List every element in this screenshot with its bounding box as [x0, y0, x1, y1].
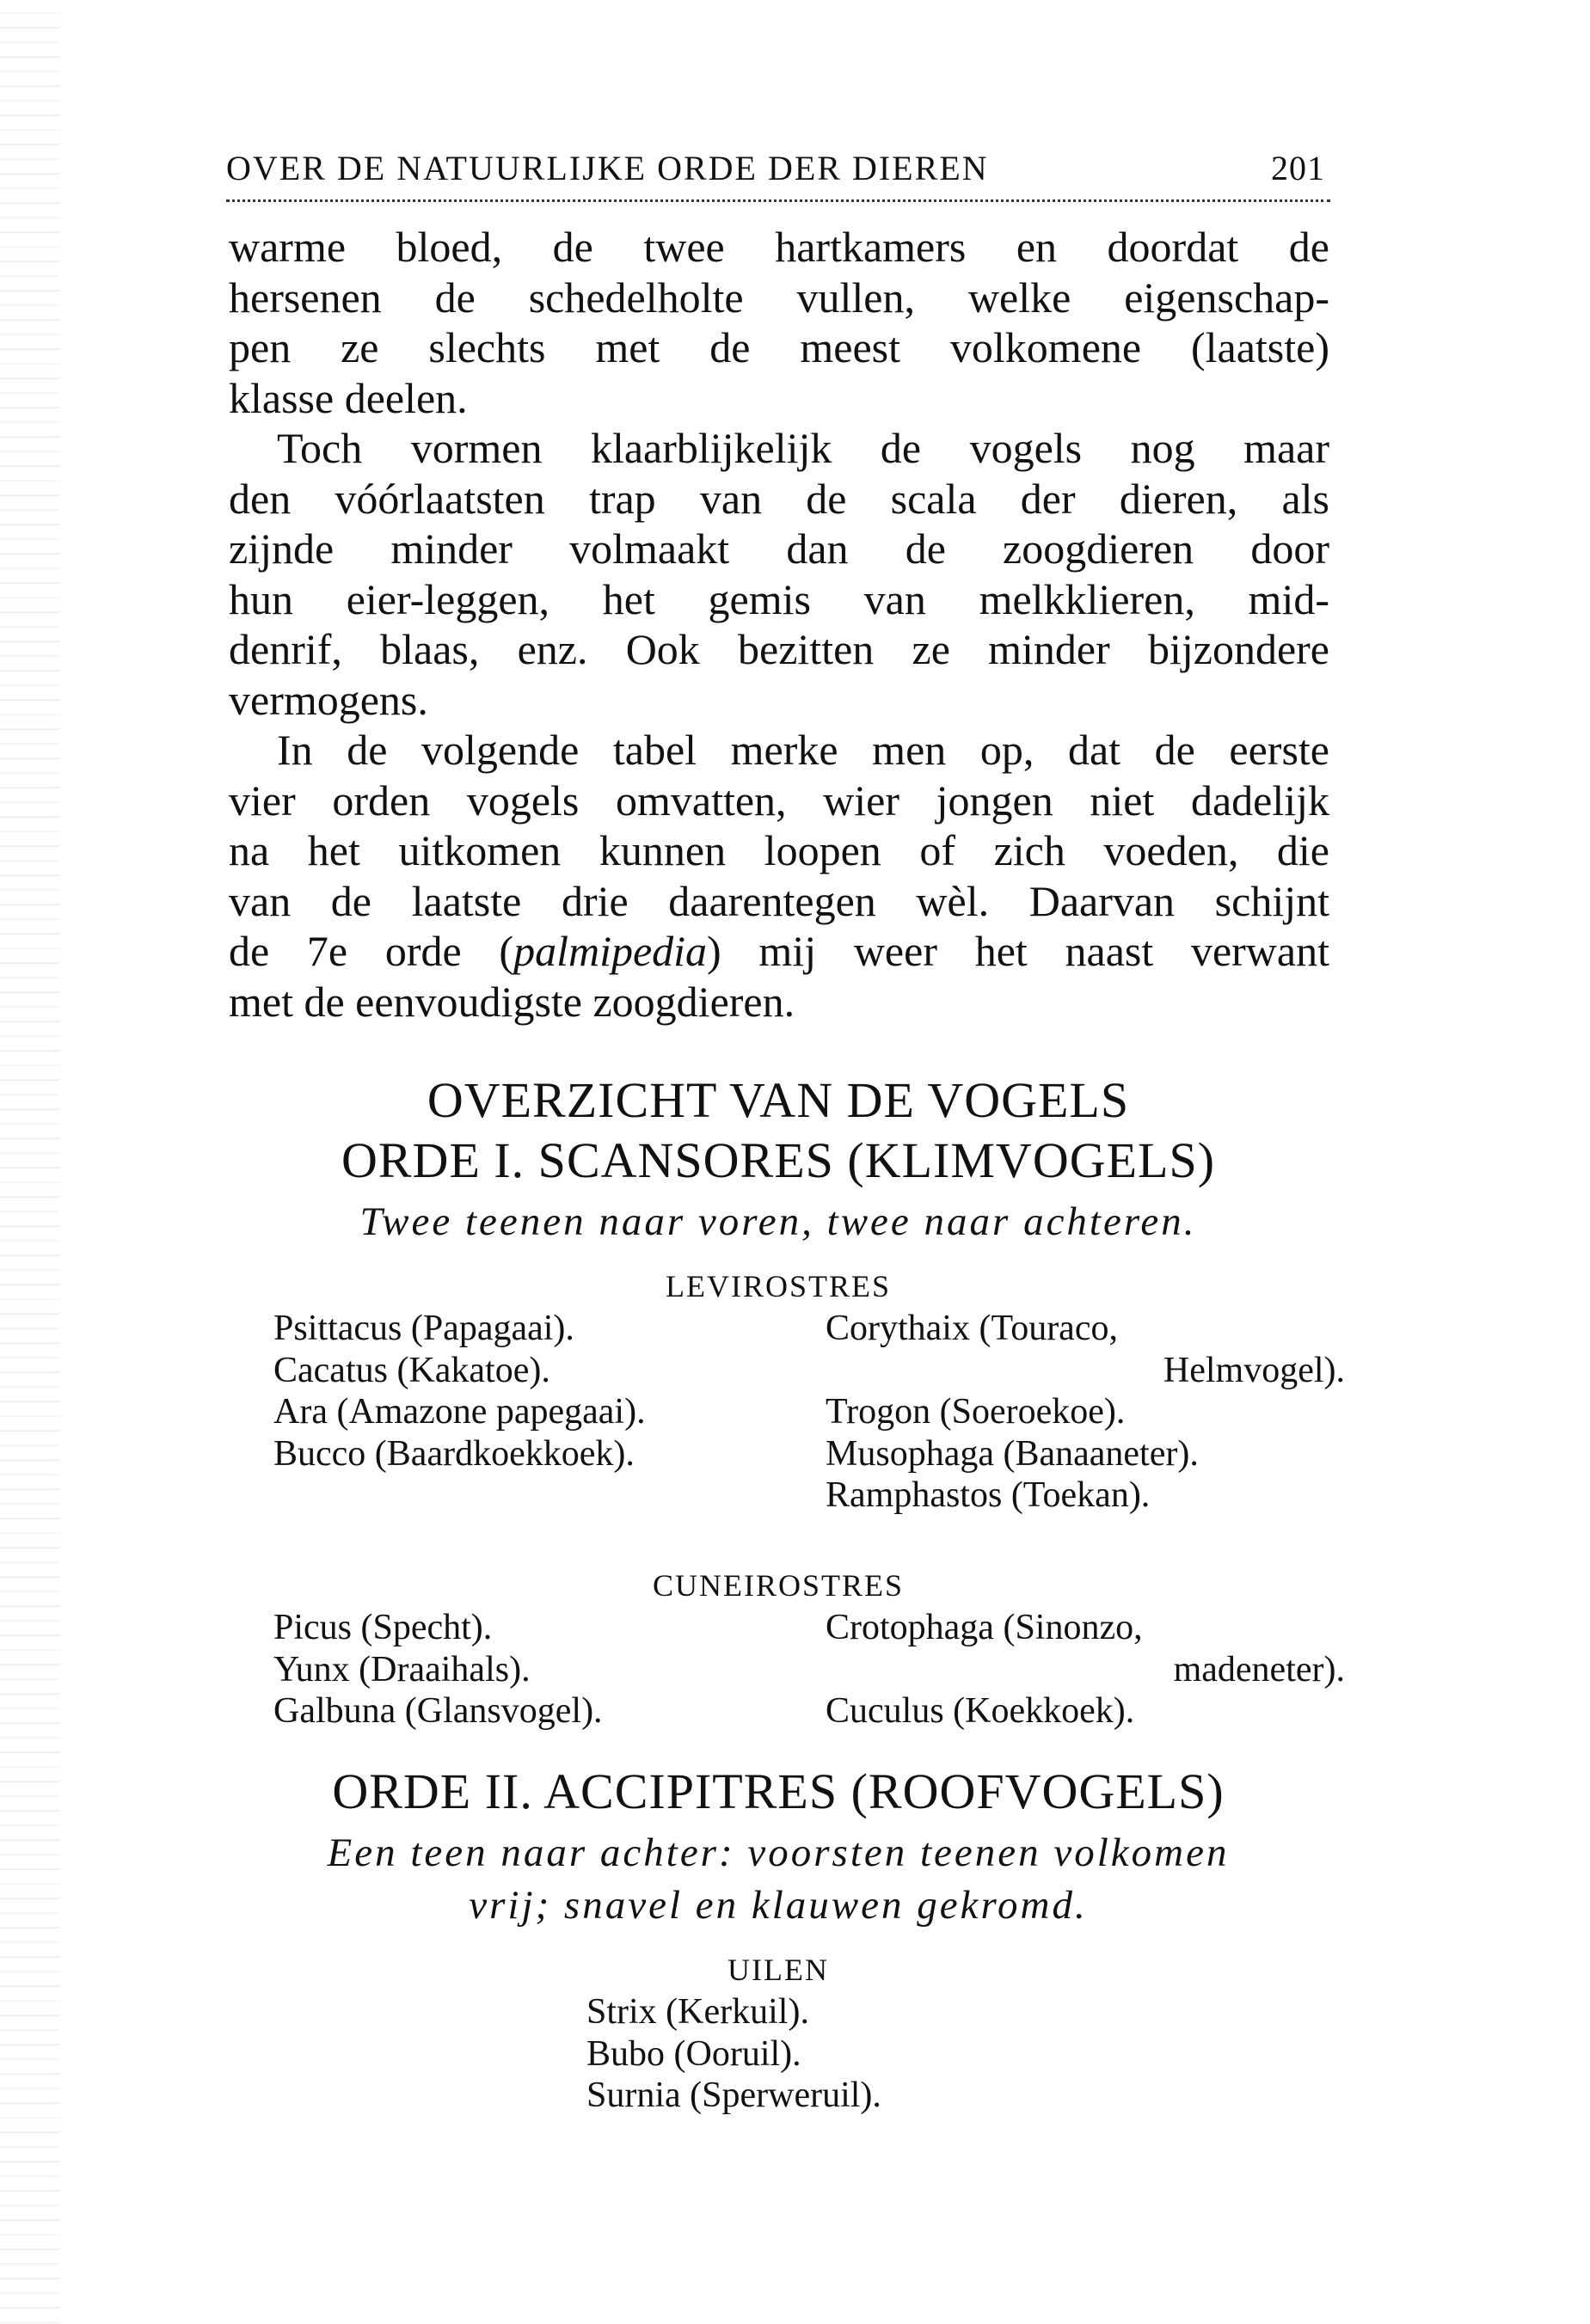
- species-entry: Musophaga (Banaaneter).: [826, 1433, 1199, 1474]
- paragraph-3: [229, 725, 1329, 1027]
- species-entry: Bucco (Baardkoekkoek).: [273, 1433, 635, 1474]
- group-heading-levirostres: LEVIROSTRES: [665, 1269, 891, 1303]
- uilen-column: [586, 1991, 881, 2117]
- cuneirostres-left-column: [273, 1607, 603, 1732]
- cuneirostres-right-column: [826, 1607, 1345, 1732]
- species-entry: Trogon (Soeroekoe).: [826, 1392, 1126, 1432]
- species-entry: Bubo (Ooruil).: [586, 2033, 801, 2074]
- text-line: zijnde minder volmaakt dan de zoogdieren door: [229, 524, 1329, 573]
- paragraph-2: [229, 423, 1329, 725]
- species-entry: Surnia (Sperweruil).: [586, 2076, 881, 2115]
- text-line: Toch vormen klaarblijkelijk de vogels nog maar: [277, 424, 1329, 472]
- running-header: [226, 148, 1330, 199]
- text-line: vier orden vogels omvatten, wier jongen niet dadelijk: [229, 776, 1329, 825]
- group-heading-uilen: UILEN: [727, 1953, 829, 1987]
- text-line: hun eier-leggen, het gemis van melkklieren, mid-: [229, 574, 1329, 623]
- species-entry: Ramphastos (Toekan).: [826, 1475, 1151, 1515]
- order-2-title: ORDE II. ACCIPITRES (ROOFVOGELS): [332, 1763, 1225, 1819]
- text-line: pen ze slechts met de meest volkomene (laatste): [229, 323, 1329, 371]
- species-entry: Strix (Kerkuil).: [586, 1992, 809, 2032]
- italic-term: palmipedia: [513, 927, 708, 975]
- paragraph-1: [229, 222, 1329, 423]
- text-line: klasse deelen.: [229, 373, 468, 422]
- text-segment: de 7e orde (: [229, 927, 514, 975]
- header-dotted-rule: [226, 199, 1330, 202]
- text-line: denrif, blaas, enz. Ook bezitten ze minder bijzondere: [229, 625, 1329, 673]
- order-2-description-line-1: Een teen naar achter: voorsten teenen volkomen: [327, 1830, 1230, 1875]
- species-entry: Yunx (Draaihals).: [273, 1649, 531, 1689]
- page-edge-shadow: [0, 0, 60, 2324]
- order-1-description: Twee teenen naar voren, twee naar achteren.: [359, 1199, 1197, 1244]
- text-line: van de laatste drie daarentegen wèl. Daarvan schijnt: [229, 876, 1329, 925]
- page-number: 201: [1271, 149, 1325, 187]
- order-2-description-line-2: vrij; snavel en klauwen gekromd.: [469, 1883, 1088, 1928]
- species-entry: Corythaix (Touraco,: [826, 1309, 1118, 1348]
- species-entry: Picus (Specht).: [273, 1608, 493, 1647]
- species-entry-continuation: madeneter).: [1173, 1649, 1345, 1689]
- species-entry: Cuculus (Koekkoek).: [826, 1691, 1135, 1731]
- species-entry: Ara (Amazone papegaai).: [273, 1392, 646, 1432]
- text-line: warme bloed, de twee hartkamers en doordat de: [229, 223, 1329, 271]
- text-line: hersenen de schedelholte vullen, welke eigenschap-: [229, 273, 1329, 322]
- text-line: den vóórlaatsten trap van de scala der dieren, als: [229, 474, 1329, 523]
- species-entry: Galbuna (Glansvogel).: [273, 1691, 603, 1731]
- levirostres-left-column: [273, 1308, 646, 1475]
- group-heading-cuneirostres: CUNEIROSTRES: [652, 1568, 905, 1603]
- levirostres-right-column: [826, 1308, 1345, 1517]
- text-line: met de eenvoudigste zoogdieren.: [229, 977, 795, 1026]
- order-1-title: ORDE I. SCANSORES (KLIMVOGELS): [341, 1132, 1216, 1188]
- species-entry-continuation: Helmvogel).: [1163, 1350, 1345, 1390]
- text-line: [229, 926, 1329, 977]
- text-segment: ) mij weer het naast verwant: [707, 927, 1329, 975]
- overview-title: OVERZICHT VAN DE VOGELS: [427, 1072, 1130, 1128]
- running-title: OVER DE NATUURLIJKE ORDE DER DIEREN: [226, 149, 989, 187]
- species-entry: Crotophaga (Sinonzo,: [826, 1608, 1143, 1647]
- species-entry: Cacatus (Kakatoe).: [273, 1350, 550, 1390]
- text-line: vermogens.: [229, 675, 428, 724]
- text-line: In de volgende tabel merke men op, dat de eerste: [277, 726, 1329, 774]
- text-line: na het uitkomen kunnen loopen of zich voeden, die: [229, 826, 1329, 874]
- species-entry: Psittacus (Papagaai).: [273, 1309, 574, 1348]
